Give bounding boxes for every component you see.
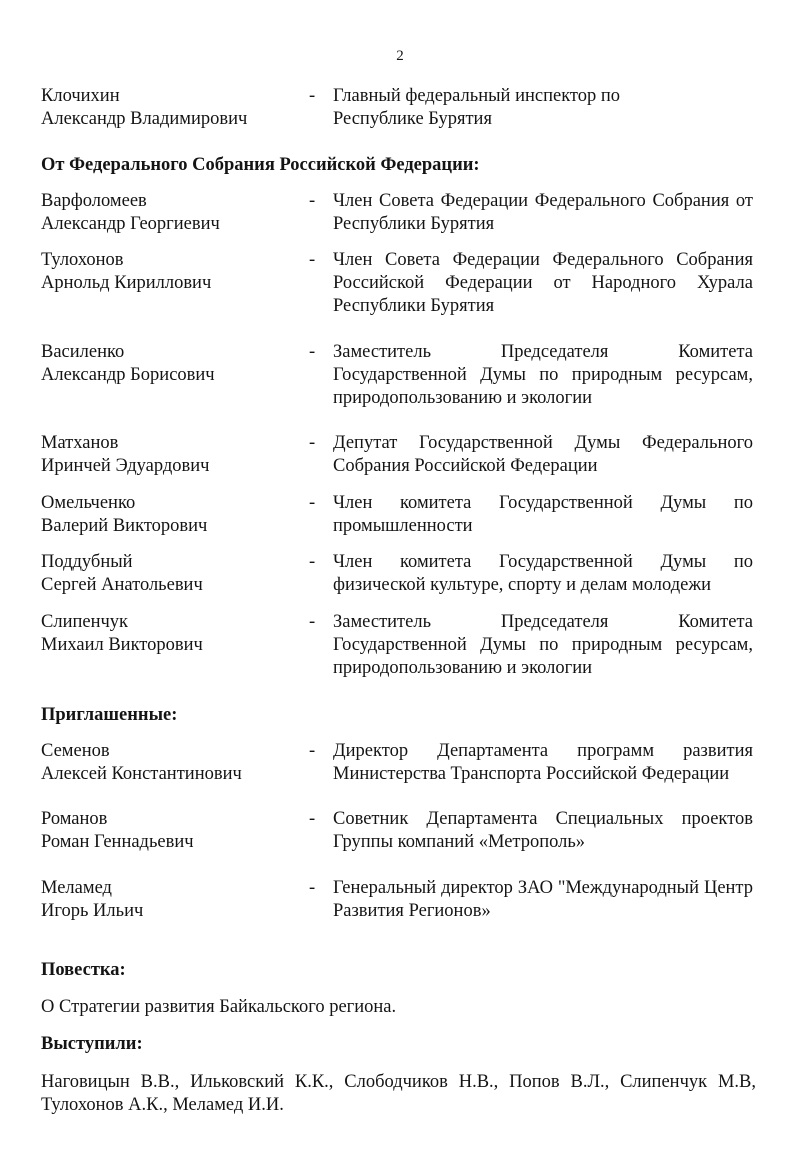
attendee-name: Семенов Алексей Константинович: [41, 741, 242, 784]
attendee-name: Клочихин Александр Владимирович: [41, 86, 248, 129]
attendee-role: Советник Департамента Специальных проектов Группы компаний «Метрополь»: [333, 809, 753, 852]
dash: -: [309, 493, 316, 513]
dash: -: [309, 612, 316, 632]
dash: -: [309, 552, 316, 572]
section-heading-speakers: Выступили:: [41, 1034, 143, 1054]
dash: -: [309, 86, 316, 106]
attendee-name: Омельченко Валерий Викторович: [41, 493, 208, 536]
attendee-name: Слипенчук Михаил Викторович: [41, 612, 203, 655]
dash: -: [309, 741, 316, 761]
dash: -: [309, 878, 316, 898]
attendee-role: Заместитель Председателя Комитета Государственной Думы по природным ресурсам, природопользованию и экологии: [333, 342, 753, 408]
dash: -: [309, 191, 316, 211]
attendee-name: Василенко Александр Борисович: [41, 342, 215, 385]
section-heading-federal-assembly: От Федерального Собрания Российской Федерации:: [41, 155, 480, 175]
section-heading-agenda: Повестка:: [41, 960, 126, 980]
attendee-role: Член Совета Федерации Федерального Собрания Российской Федерации от Народного Хурала Республики Бурятия: [333, 250, 753, 316]
attendee-role: Член Совета Федерации Федерального Собрания от Республики Бурятия: [333, 191, 753, 234]
attendee-role: Директор Департамента программ развития Министерства Транспорта Российской Федерации: [333, 741, 753, 784]
agenda-text: О Стратегии развития Байкальского региона.: [41, 997, 397, 1017]
dash: -: [309, 433, 316, 453]
dash: -: [309, 809, 316, 829]
page-number: 2: [396, 48, 404, 64]
attendee-name: Меламед Игорь Ильич: [41, 878, 144, 921]
attendee-role: Генеральный директор ЗАО "Международный Центр Развития Регионов»: [333, 878, 753, 921]
attendee-name: Варфоломеев Александр Георгиевич: [41, 191, 220, 234]
attendee-role: Депутат Государственной Думы Федерального Собрания Российской Федерации: [333, 433, 753, 476]
attendee-role: Член комитета Государственной Думы по промышленности: [333, 493, 753, 536]
attendee-role: Заместитель Председателя Комитета Государственной Думы по природным ресурсам, природопользованию и экологии: [333, 612, 753, 678]
attendee-role: Член комитета Государственной Думы по физической культуре, спорту и делам молодежи: [333, 552, 753, 595]
dash: -: [309, 250, 316, 270]
attendee-name: Матханов Иринчей Эдуардович: [41, 433, 210, 476]
attendee-name: Поддубный Сергей Анатольевич: [41, 552, 203, 595]
speakers-text: Наговицын В.В., Ильковский К.К., Слободчиков Н.В., Попов В.Л., Слипенчук М.В, Тулохонов А.К., Меламед И.И.: [41, 1072, 756, 1115]
attendee-role: Главный федеральный инспектор по Республике Бурятия: [333, 86, 621, 129]
attendee-name: Романов Роман Геннадьевич: [41, 809, 194, 852]
attendee-name: Тулохонов Арнольд Кириллович: [41, 250, 212, 293]
section-heading-invited: Приглашенные:: [41, 705, 178, 725]
dash: -: [309, 342, 316, 362]
